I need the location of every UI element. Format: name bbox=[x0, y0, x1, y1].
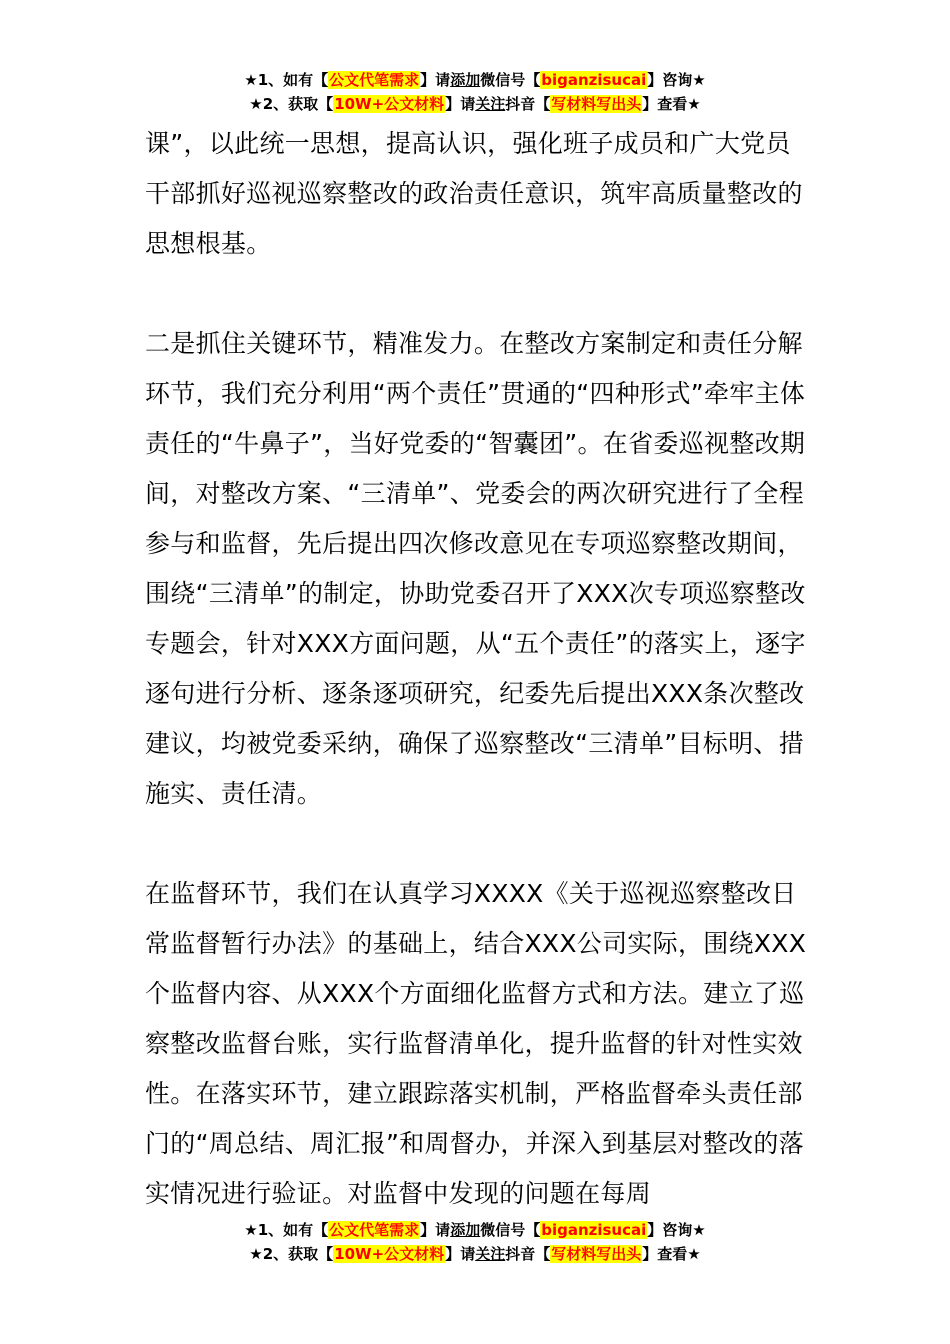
highlight-wechat-id: biganzisucai bbox=[541, 71, 647, 89]
highlight-douyin-id: 写材料写出头 bbox=[551, 95, 642, 113]
paragraph: 在监督环节，我们在认真学习XXXX《关于巡视巡察整改日常监督暂行办法》的基础上，结合XXX公司实际，围绕XXX个监督内容、从XXX个方面细化监督方式和方法。建立了巡察整改监督台账，实行监督清单化，提升监督的针对性实效性。在落实环节，建立跟踪落实机制，严格监督牵头责任部门的“周总结、周汇报”和周督办，并深入到基层对整改的落实情况进行验证。对监督中发现的问题在每周 bbox=[145, 879, 807, 1208]
highlight-douyin-id: 写材料写出头 bbox=[551, 1245, 642, 1263]
paragraph: 课”，以此统一思想，提高认识，强化班子成员和广大党员干部抓好巡视巡察整改的政治责任意识，筑牢高质量整改的思想根基。 bbox=[145, 129, 803, 258]
banner-line-1: ★1、如有【公文代笔需求】请添加微信号【biganzisucai】咨询★ bbox=[244, 1221, 706, 1239]
paragraph-gap bbox=[145, 269, 815, 319]
paragraph-gap bbox=[145, 819, 815, 869]
banner-line-2: ★2、获取【10W+公文材料】请关注抖音【写材料写出头】查看★ bbox=[249, 95, 701, 113]
header-banner bbox=[0, 68, 950, 116]
highlight-service: 公文代笔需求 bbox=[329, 71, 420, 89]
highlight-wechat-id: biganzisucai bbox=[541, 1221, 647, 1239]
paragraph: 二是抓住关键环节，精准发力。在整改方案制定和责任分解环节，我们充分利用“两个责任”贯通的“四种形式”牵牢主体责任的“牛鼻子”，当好党委的“智囊团”。在省委巡视整改期间，对整改方案、“三清单”、党委会的两次研究进行了全程参与和监督，先后提出四次修改意见在专项巡察整改期间，围绕“三清单”的制定，协助党委召开了XXX次专项巡察整改专题会，针对XXX方面问题，从“五个责任”的落实上，逐字逐句进行分析、逐条逐项研究，纪委先后提出XXX条次整改建议，均被党委采纳，确保了巡察整改“三清单”目标明、措施实、责任清。 bbox=[145, 329, 806, 808]
banner-line-2: ★2、获取【10W+公文材料】请关注抖音【写材料写出头】查看★ bbox=[249, 1245, 701, 1263]
document-body bbox=[145, 119, 815, 1219]
highlight-materials: 10W+公文材料 bbox=[334, 1245, 445, 1263]
highlight-materials: 10W+公文材料 bbox=[334, 95, 445, 113]
highlight-service: 公文代笔需求 bbox=[329, 1221, 420, 1239]
footer-banner bbox=[0, 1218, 950, 1266]
banner-line-1: ★1、如有【公文代笔需求】请添加微信号【biganzisucai】咨询★ bbox=[244, 71, 706, 89]
